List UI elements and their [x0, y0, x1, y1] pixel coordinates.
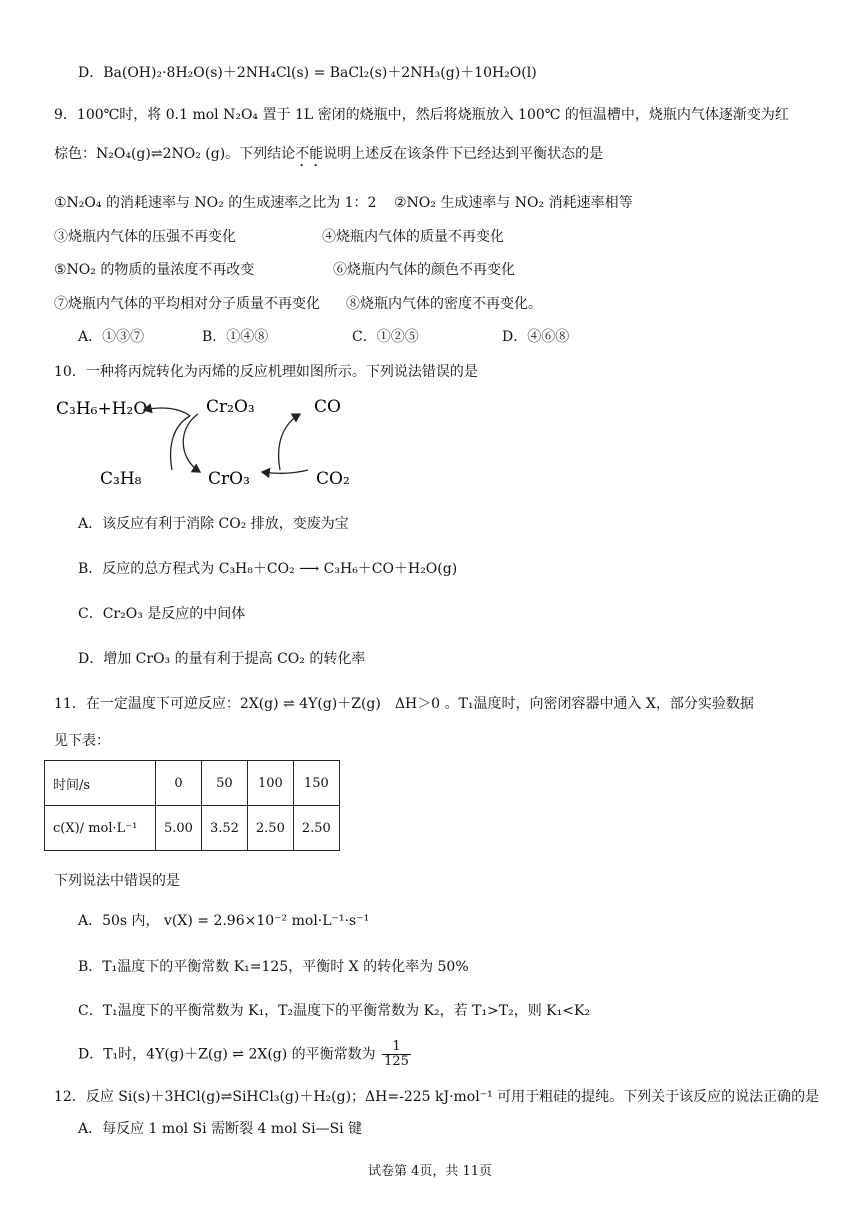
table-cell: 5.00 [156, 806, 202, 851]
q11-stem-line2: 见下表： [54, 733, 110, 749]
diagram-label-co2: CO₂ [316, 469, 350, 489]
table-row [45, 806, 340, 851]
q10-option-b: B．反应的总方程式为 C₃H₈＋CO₂ ⟶ C₃H₆＋CO＋H₂O(g) [78, 561, 458, 577]
fraction-numerator: 1 [382, 1040, 411, 1055]
diagram-label-co: CO [314, 397, 341, 417]
q9-statement-4: ④烧瓶内气体的质量不再变化 [322, 229, 504, 245]
q11-option-c: C．T₁温度下的平衡常数为 K₁，T₂温度下的平衡常数为 K₂，若 T₁>T₂，则 K₁<K₂ [78, 1003, 591, 1019]
q9-option-a: A．①③⑦ [78, 329, 145, 345]
q11-option-d-text: D．T₁时，4Y(g)＋Z(g) ⇌ 2X(g) 的平衡常数为 [78, 1046, 376, 1063]
q9-stem-line2 [54, 143, 603, 170]
table-row [45, 761, 340, 806]
q11-stem-line1: 11．在一定温度下可逆反应：2X(g) ⇌ 4Y(g)＋Z(g) ΔH＞0 。T₁温度时，向密闭容器中通入 X，部分实验数据 [54, 696, 754, 712]
table-cell: 150 [293, 761, 339, 806]
q8-option-d: D．Ba(OH)₂·8H₂O(s)＋2NH₄Cl(s) = BaCl₂(s)＋2NH₃(g)＋10H₂O(l) [78, 65, 537, 81]
table-cell: 时间/s [45, 761, 156, 806]
q10-option-d: D．增加 CrO₃ 的量有利于提高 CO₂ 的转化率 [78, 651, 366, 667]
reaction-mechanism-diagram [40, 388, 380, 498]
q10-option-a: A．该反应有利于消除 CO₂ 排放，变废为宝 [78, 516, 349, 532]
q9-stem-emphasis: 不能 [295, 146, 324, 162]
q9-statement-2: ②NO₂ 生成速率与 NO₂ 消耗速率相等 [394, 195, 633, 211]
q11-prompt: 下列说法中错误的是 [54, 873, 180, 889]
q10-stem: 10．一种将丙烷转化为丙烯的反应机理如图所示。下列说法错误的是 [54, 364, 478, 380]
q9-stem-line1: 9．100℃时，将 0.1 mol N₂O₄ 置于 1L 密闭的烧瓶中，然后将烧瓶放入 100℃ 的恒温槽中，烧瓶内气体逐渐变为红 [54, 107, 789, 123]
table-cell: 100 [247, 761, 293, 806]
table-cell: c(X)/ mol·L⁻¹ [45, 806, 156, 851]
q11-option-b: B．T₁温度下的平衡常数 K₁=125，平衡时 X 的转化率为 50% [78, 959, 469, 975]
q9-statement-3: ③烧瓶内气体的压强不再变化 [54, 229, 236, 245]
table-cell: 3.52 [201, 806, 247, 851]
q9-stem-part3: 说明上述反在该条件下已经达到平衡状态的是 [323, 146, 604, 162]
fraction [382, 1040, 411, 1069]
q9-statement-8: ⑧烧瓶内气体的密度不再变化。 [346, 296, 542, 312]
q12-option-a: A．每反应 1 mol Si 需断裂 4 mol Si—Si 键 [78, 1121, 363, 1137]
q12-stem: 12．反应 Si(s)＋3HCl(g)⇌SiHCl₃(g)＋H₂(g)；ΔH=-225 kJ·mol⁻¹ 可用于粗硅的提纯。下列关于该反应的说法正确的是 [54, 1089, 820, 1105]
diagram-label-cr2o3: Cr₂O₃ [206, 397, 255, 417]
diagram-label-cro3: CrO₃ [208, 469, 250, 489]
arrow-left-cycle-down [183, 414, 200, 472]
q9-option-d: D．④⑥⑧ [502, 329, 570, 345]
q10-option-c: C．Cr₂O₃ 是反应的中间体 [78, 606, 246, 622]
page-footer: 试卷第 4页，共 11页 [367, 1164, 493, 1179]
q9-option-b: B．①④⑧ [202, 329, 269, 345]
q9-statement-5: ⑤NO₂ 的物质的量浓度不再改变 [54, 262, 255, 278]
q11-option-a: A．50s 内， v(X) = 2.96×10⁻² mol·L⁻¹·s⁻¹ [78, 913, 370, 929]
diagram-label-c3h6-h2o: C₃H₆+H₂O [56, 399, 148, 419]
q9-option-c: C．①②⑤ [352, 329, 419, 345]
table-cell: 0 [156, 761, 202, 806]
q9-statement-6: ⑥烧瓶内气体的颜色不再变化 [333, 262, 515, 278]
q9-statement-1: ①N₂O₄ 的消耗速率与 NO₂ 的生成速率之比为 1：2 [54, 195, 377, 211]
table-cell: 2.50 [247, 806, 293, 851]
arrow-right-cycle-down [262, 470, 308, 473]
table-cell: 50 [201, 761, 247, 806]
arrow-right-cycle-up [279, 414, 300, 470]
table-cell: 2.50 [293, 806, 339, 851]
diagram-label-c3h8: C₃H₈ [100, 469, 142, 489]
fraction-denominator: 125 [384, 1054, 409, 1069]
q9-statement-7: ⑦烧瓶内气体的平均相对分子质量不再变化 [54, 296, 320, 312]
q11-option-d [78, 1040, 411, 1069]
concentration-table [44, 760, 340, 851]
q9-stem-part1: 棕色：N₂O₄(g)⇌2NO₂ (g)。下列结论 [54, 146, 296, 162]
